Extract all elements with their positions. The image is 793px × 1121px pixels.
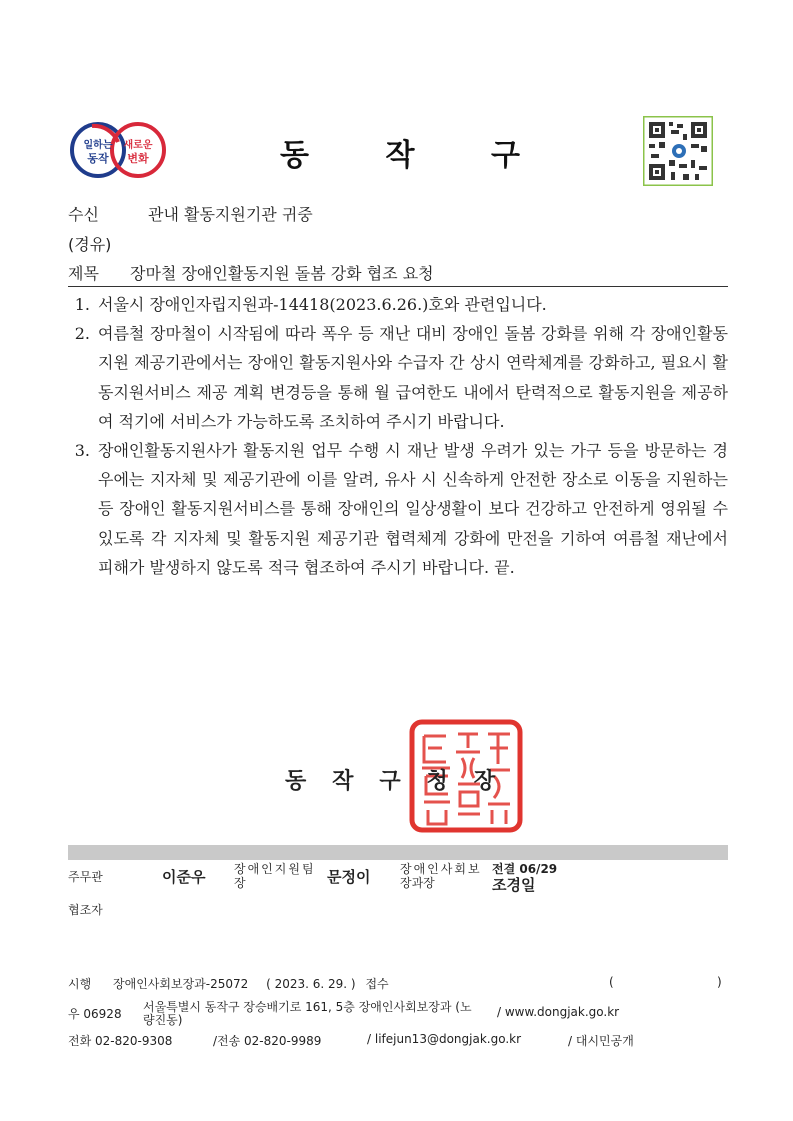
signatory-char: 작 [332, 769, 354, 794]
subject-value: 장마철 장애인활동지원 돌봄 강화 협조 요청 [130, 264, 434, 283]
receipt-label: 접수 [365, 977, 389, 991]
paragraph-2 [68, 319, 728, 436]
enforce-row [68, 975, 728, 992]
drafter-name: 이준우 [162, 868, 206, 886]
paragraph-number: 2. [74, 324, 90, 344]
website-link[interactable]: / www.dongjak.go.kr [497, 1005, 620, 1019]
org-title-char: 구 [491, 138, 520, 173]
logo-text-2: 동작 [87, 152, 109, 165]
org-title [280, 130, 520, 173]
qr-code-icon[interactable] [643, 116, 713, 186]
fax-number: /전송 02-820-9989 [213, 1034, 322, 1048]
paragraph-text: 여름철 장마철이 시작됨에 따라 폭우 등 재난 대비 장애인 돌봄 강화를 위해 각 장애인활동지원 제공기관에서는 장애인 활동지원사와 수급자 간 상시 연락체계를 강화하고, 필요시 활동지원서비스 제공 계획 변경등을 통해 월 급여한도 내에서 탄력적으로 활동지원을 제공하여 적기에 서비스가 가능하도록 조치하여 주시기 바랍니다. [98, 324, 728, 431]
drafter-label: 주무관 [68, 870, 103, 884]
reviewer-name: 문정이 [327, 868, 371, 886]
dongjak-logo [70, 122, 166, 178]
receipt-open: ( [609, 975, 614, 989]
receipt-close: ) [717, 975, 722, 989]
reviewer-label-2: 장 [234, 876, 246, 890]
paragraph-text: 장애인활동지원사가 활동지원 업무 수행 시 재난 발생 우려가 있는 가구 등을 방문하는 경우에는 지자체 및 제공기관에 이를 알려, 유사 시 신속하게 안전한 장소로 이동을 지원하는 등 장애인 활동지원서비스를 통해 장애인의 일상생활이 보다 건강하고 안전하게 영위될 수 있도록 각 지자체 및 활동지원 제공기관 협력체계 강화에 만전을 기하여 여름철 재난에서 피해가 발생하지 않도록 적극 협조하여 주시기 바랍니다. 끝. [98, 441, 728, 577]
enforce-label: 시행 [68, 977, 92, 991]
recipient-label: 수신 [68, 205, 99, 224]
logo-text-1: 일하는 [83, 140, 113, 151]
email-link[interactable]: / lifejun13@dongjak.go.kr [367, 1032, 522, 1046]
enforce-value: 장애인사회보장과-25072 [113, 977, 249, 991]
paragraph-1 [68, 290, 728, 319]
paragraph-text: 서울시 장애인자립지원과-14418(2023.6.26.)호와 관련입니다. [98, 295, 547, 314]
signatory-char: 장 [473, 769, 495, 794]
subject-label: 제목 [68, 264, 99, 283]
disclosure-label: / 대시민공개 [568, 1034, 634, 1048]
postal-code: 우 06928 [68, 1007, 122, 1021]
approver-name: 조경일 [492, 876, 536, 894]
org-title-char: 동 [280, 138, 309, 173]
address-line-1: 서울특별시 동작구 장승배기로 161, 5층 장애인사회보장과 (노 [143, 1000, 472, 1014]
logo-text-4: 변화 [127, 152, 149, 165]
logo-text-3: 새로운 [123, 140, 153, 151]
document-body [68, 290, 728, 582]
recipient-value: 관내 활동지원기관 귀중 [148, 205, 313, 224]
enforce-date: ( 2023. 6. 29. ) [266, 977, 356, 991]
address-line-2: 량진동) [143, 1013, 183, 1027]
recipient-row [68, 202, 313, 225]
approval-mark: 전결 06/29 [492, 862, 558, 876]
approval-header-bar [68, 845, 728, 860]
via-row [68, 232, 111, 255]
subject-divider [68, 286, 728, 287]
paragraph-number: 1. [74, 295, 90, 314]
phone-number: 전화 02-820-9308 [68, 1034, 173, 1048]
subject-row [68, 261, 434, 284]
approver-label-2: 장과장 [400, 876, 435, 890]
signatory-char: 동 [285, 769, 307, 794]
signatory-name [285, 764, 495, 795]
org-title-char: 작 [385, 138, 415, 173]
reviewer-label-1: 장애인지원팀 [234, 862, 316, 876]
approver-label-1: 장애인사회보 [400, 862, 482, 876]
via-label: (경유) [68, 235, 112, 254]
cooperator-label: 협조자 [68, 903, 103, 917]
signatory-char: 청 [426, 769, 448, 794]
signatory-char: 구 [379, 769, 401, 794]
paragraph-3 [68, 436, 728, 582]
paragraph-number: 3. [74, 441, 90, 461]
